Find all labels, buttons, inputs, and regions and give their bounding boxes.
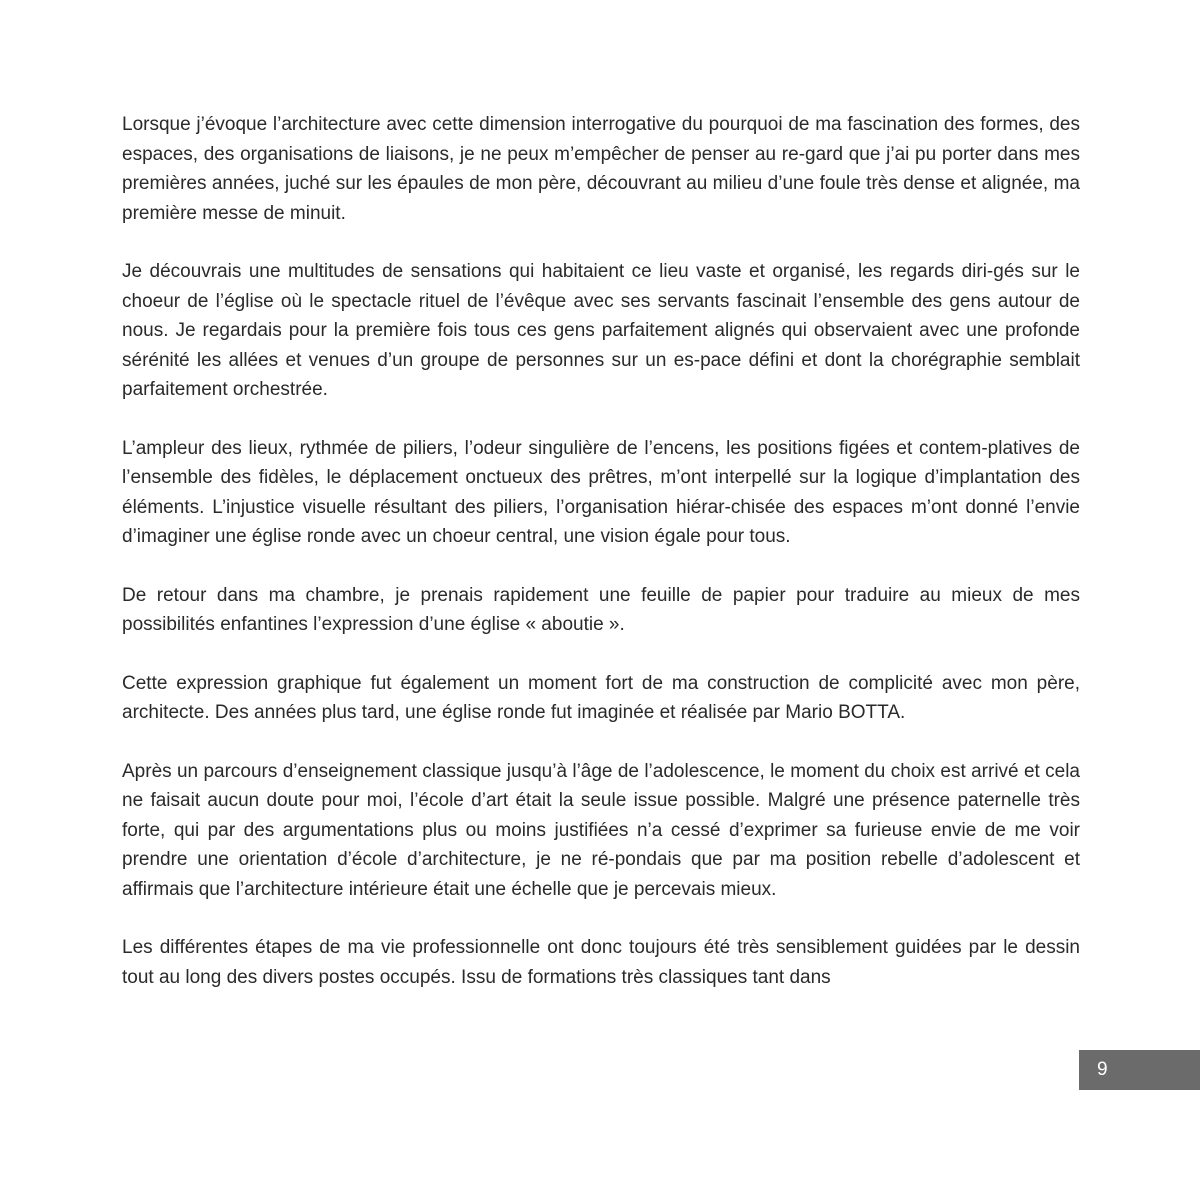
paragraph-6: Après un parcours d’enseignement classique jusqu’à l’âge de l’adolescence, le moment du choix est arrivé et cela ne faisait aucun doute pour moi, l’école d’art était la seule issue possible. Malgré une présence paternelle très forte, qui par des argumentations plus ou moins justifiées n’a cessé d’exprimer sa furieuse envie de me voir prendre une orientation d’école d’architecture, je ne ré-pondais que par ma position rebelle d’adolescent et affirmais que l’architecture intérieure était une échelle que je percevais mieux.: [122, 760, 1080, 900]
body-text: [122, 110, 1080, 992]
paragraph-2: Je découvrais une multitudes de sensations qui habitaient ce lieu vaste et organisé, les regards diri-gés sur le choeur de l’église où le spectacle rituel de l’évêque avec ses servants fascinait l’ensemble des gens autour de nous. Je regardais pour la première fois tous ces gens parfaitement alignés qui observaient avec une profonde sérénité les allées et venues d’un groupe de personnes sur un es-pace défini et dont la chorégraphie semblait parfaitement orchestrée.: [122, 261, 1080, 400]
page-number-tab: [1079, 1050, 1200, 1090]
paragraph-5: Cette expression graphique fut également un moment fort de ma construction de complicité avec mon père, architecte. Des années plus tard, une église ronde fut imaginée et réalisée par Mario BOTTA.: [122, 672, 1080, 723]
paragraph-4: De retour dans ma chambre, je prenais rapidement une feuille de papier pour traduire au mieux de mes possibilités enfantines l’expression d’une église « aboutie ».: [122, 584, 1080, 635]
page-number: 9: [1097, 1059, 1108, 1080]
paragraph-1: Lorsque j’évoque l’architecture avec cette dimension interrogative du pourquoi de ma fascination des formes, des espaces, des organisations de liaisons, je ne peux m’empêcher de penser au re-gard que j’ai pu porter dans mes premières années, juché sur les épaules de mon père, découvrant au milieu d’une foule très dense et alignée, ma première messe de minuit.: [122, 114, 1080, 224]
paragraph-3: L’ampleur des lieux, rythmée de piliers, l’odeur singulière de l’encens, les positions figées et contem-platives de l’ensemble des fidèles, le déplacement onctueux des prêtres, m’ont interpellé sur la logique d’implantation des éléments. L’injustice visuelle résultant des piliers, l’organisation hiérar-chisée des espaces m’ont donné l’envie d’imaginer une église ronde avec un choeur central, une vision égale pour tous.: [122, 437, 1080, 547]
paragraph-7: Les différentes étapes de ma vie professionnelle ont donc toujours été très sensiblement guidées par le dessin tout au long des divers postes occupés. Issu de formations très classiques tant dans: [122, 937, 1080, 988]
